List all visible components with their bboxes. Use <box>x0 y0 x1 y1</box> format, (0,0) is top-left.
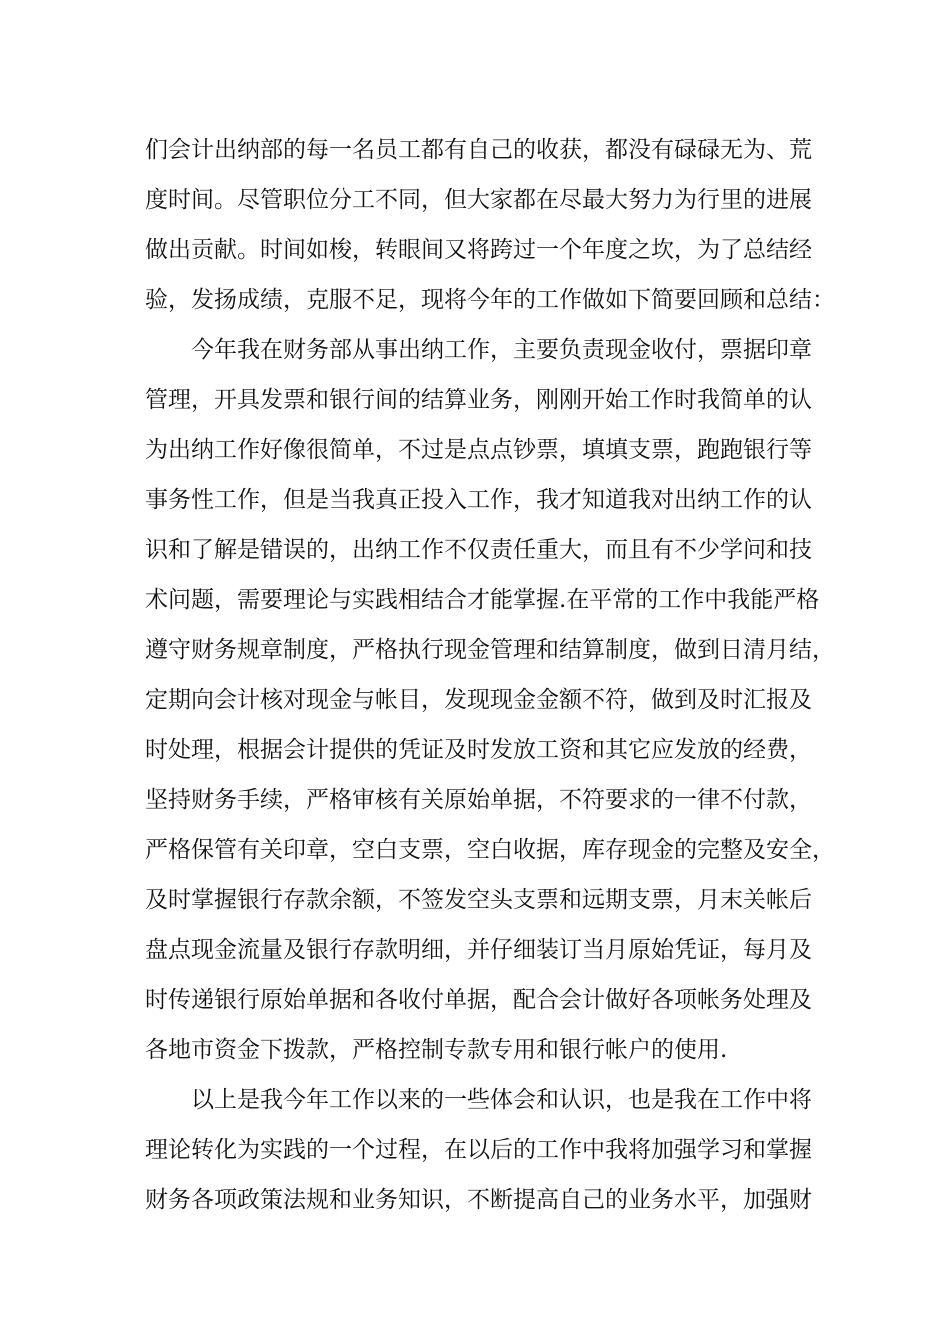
text-line: 严格保管有关印章，空白支票，空白收据，库存现金的完整及安全， <box>145 837 835 863</box>
text-line: 理论转化为实践的一个过程，在以后的工作中我将加强学习和掌握 <box>145 1137 812 1163</box>
text-line: 时处理，根据会计提供的凭证及时发放工资和其它应发放的经费， <box>145 737 812 763</box>
text-line: 们会计出纳部的每一名员工都有自己的收获，都没有碌碌无为、荒 <box>145 137 812 163</box>
paragraph-first-line: 今年我在财务部从事出纳工作，主要负责现金收付，票据印章 <box>191 337 812 363</box>
text-line: 识和了解是错误的，出纳工作不仅责任重大，而且有不少学问和技 <box>145 537 812 563</box>
text-line: 各地市资金下拨款，严格控制专款专用和银行帐户的使用. <box>145 1037 728 1063</box>
text-line: 盘点现金流量及银行存款明细，并仔细装订当月原始凭证，每月及 <box>145 937 812 963</box>
text-line: 及时掌握银行存款余额，不签发空头支票和远期支票，月末关帐后 <box>145 887 812 913</box>
text-line: 财务各项政策法规和业务知识，不断提高自己的业务水平，加强财 <box>145 1187 812 1213</box>
text-line: 管理，开具发票和银行间的结算业务，刚刚开始工作时我简单的认 <box>145 387 812 413</box>
text-line: 做出贡献。时间如梭，转眼间又将跨过一个年度之坎，为了总结经 <box>145 237 812 263</box>
text-line: 度时间。尽管职位分工不同，但大家都在尽最大努力为行里的进展 <box>145 187 812 213</box>
paragraph-first-line: 以上是我今年工作以来的一些体会和认识，也是我在工作中将 <box>191 1087 812 1113</box>
body-text <box>145 125 835 1225</box>
text-line: 验，发扬成绩，克服不足，现将今年的工作做如下简要回顾和总结： <box>145 287 835 313</box>
text-line: 坚持财务手续，严格审核有关原始单据，不符要求的一律不付款， <box>145 787 812 813</box>
text-line: 时传递银行原始单据和各收付单据，配合会计做好各项帐务处理及 <box>145 987 812 1013</box>
text-line: 遵守财务规章制度，严格执行现金管理和结算制度，做到日清月结， <box>145 637 835 663</box>
text-line: 为出纳工作好像很简单，不过是点点钞票，填填支票，跑跑银行等 <box>145 437 812 463</box>
text-line: 定期向会计核对现金与帐目，发现现金金额不符，做到及时汇报及 <box>145 687 812 713</box>
text-line: 事务性工作，但是当我真正投入工作，我才知道我对出纳工作的认 <box>145 487 812 513</box>
text-line: 术问题，需要理论与实践相结合才能掌握.在平常的工作中我能严格 <box>145 587 820 613</box>
